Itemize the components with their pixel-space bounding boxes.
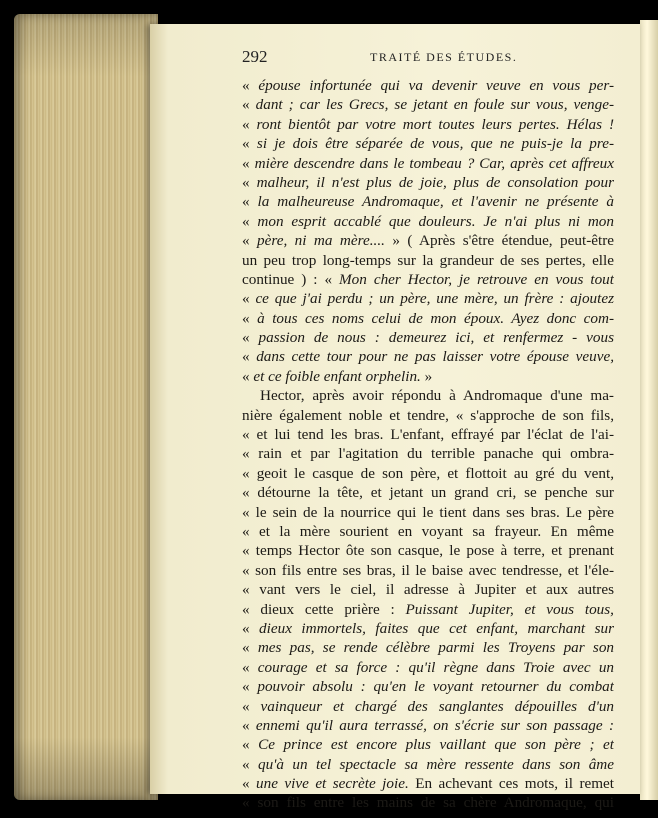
- text-line: [242, 677, 614, 696]
- text-line: [242, 347, 614, 366]
- text-line: [242, 793, 614, 812]
- text-segment: « geoit le casque de son père, et flottoit au gré du vent,: [242, 464, 614, 482]
- italic-text-segment: dans cette tour pour ne pas laisser votre épouse veuve,: [256, 348, 614, 366]
- text-line: [242, 231, 614, 250]
- italic-text-segment: et ce foible enfant orphelin.: [253, 367, 425, 385]
- text-line: [242, 774, 614, 793]
- text-segment: un peu trop long-temps sur la grandeur de ses pertes, elle: [242, 251, 614, 269]
- text-line: [242, 406, 614, 425]
- italic-text-segment: à tous ces noms celui de mon époux. Ayez donc com-: [257, 309, 614, 327]
- text-segment: «: [242, 212, 258, 230]
- italic-text-segment: ce que j'ai perdu ; un père, une mère, un frère : ajoutez: [255, 290, 614, 308]
- italic-text-segment: Ce prince est encore plus vaillant que son père ; et: [258, 736, 614, 754]
- italic-text-segment: ennemi qu'il aura terrassé, on s'écrie sur son passage :: [255, 716, 614, 734]
- italic-text-segment: dieux immortels, faites que cet enfant, marchant sur: [259, 619, 614, 637]
- text-line: [242, 580, 614, 599]
- text-segment: « rain et par l'agitation du terrible panache qui ombra-: [242, 445, 614, 463]
- running-header: [242, 47, 604, 69]
- italic-text-segment: vainqueur et chargé des sanglantes dépouilles d'un: [260, 697, 614, 715]
- text-segment: Hector, après avoir répondu à Andromaque d'une ma-: [260, 387, 614, 405]
- text-line: [242, 251, 614, 270]
- facing-page-edge: [640, 20, 658, 800]
- text-segment: »: [424, 367, 433, 385]
- text-line: [242, 309, 614, 328]
- text-line: [242, 289, 614, 308]
- text-segment: «: [242, 658, 258, 676]
- text-segment: « détourne la tête, et jetant un grand cri, se penche sur: [242, 484, 614, 502]
- text-segment: « dieux cette prière :: [242, 600, 406, 618]
- book-fore-edge: [14, 14, 158, 800]
- text-line: [242, 95, 614, 114]
- text-line: [242, 716, 614, 735]
- italic-text-segment: dant ; car les Grecs, se jetant en foule sur vous, venge-: [255, 96, 614, 114]
- italic-text-segment: pouvoir absolu : qu'en le voyant retourner du combat: [257, 678, 614, 696]
- text-segment: « vant vers le ciel, il adresse à Jupiter et aux autres: [242, 581, 614, 599]
- italic-text-segment: père, ni ma mère....: [257, 232, 393, 250]
- italic-text-segment: courage et sa force : qu'il règne dans Troie avec un: [257, 658, 614, 676]
- text-line: [242, 619, 614, 638]
- text-line: [242, 173, 614, 192]
- text-line: [242, 464, 614, 483]
- text-segment: «: [242, 697, 261, 715]
- text-segment: continue ) : «: [242, 270, 340, 288]
- text-segment: « et la mère sourient en voyant sa frayeur. En même: [242, 522, 614, 540]
- italic-text-segment: Puissant Jupiter, et vous tous,: [405, 600, 614, 618]
- text-line: [242, 270, 614, 289]
- text-segment: «: [242, 96, 256, 114]
- italic-text-segment: qu'à un tel spectacle sa mère ressente dans son âme: [257, 755, 614, 773]
- text-line: [242, 755, 614, 774]
- text-segment: «: [242, 135, 257, 153]
- italic-text-segment: épouse infortunée qui va devenir veuve en vous per-: [258, 77, 614, 94]
- text-segment: «: [242, 639, 258, 657]
- italic-text-segment: malheur, il n'est plus de joie, plus de consolation pour: [256, 173, 614, 191]
- text-line: [242, 561, 614, 580]
- text-line: [242, 386, 614, 405]
- text-line: [242, 735, 614, 754]
- text-segment: «: [242, 716, 256, 734]
- text-segment: «: [242, 309, 258, 327]
- italic-text-segment: une vive et secrète joie.: [256, 775, 416, 793]
- text-line: [242, 503, 614, 522]
- text-line: [242, 444, 614, 463]
- text-line: [242, 367, 614, 386]
- italic-text-segment: la malheureuse Andromaque, et l'avenir ne présente à: [257, 193, 614, 211]
- running-title: TRAITÉ DES ÉTUDES.: [370, 50, 518, 64]
- italic-text-segment: ront bientôt par votre mort toutes leurs pertes. Hélas !: [256, 115, 614, 133]
- text-line: [242, 154, 614, 173]
- text-segment: «: [242, 154, 255, 172]
- text-line: [242, 541, 614, 560]
- page-body-text: [242, 76, 614, 813]
- text-segment: «: [242, 77, 259, 94]
- text-line: [242, 425, 614, 444]
- text-segment: «: [242, 173, 257, 191]
- text-line: [242, 134, 614, 153]
- italic-text-segment: Mon cher Hector, je retrouve en vous tout: [339, 270, 614, 288]
- text-line: [242, 192, 614, 211]
- text-line: [242, 697, 614, 716]
- text-segment: « le sein de la nourrice qui le tient dans ses bras. Le père: [242, 503, 614, 521]
- text-segment: «: [242, 329, 259, 347]
- text-segment: «: [242, 290, 256, 308]
- text-line: [242, 483, 614, 502]
- text-line: [242, 600, 614, 619]
- italic-text-segment: si je dois être séparée de vous, que ne puis-je la pre-: [256, 135, 614, 153]
- text-segment: «: [242, 115, 257, 133]
- text-segment: « et lui tend les bras. L'enfant, effrayé par l'éclat de l'ai-: [242, 426, 614, 444]
- text-segment: «: [242, 619, 260, 637]
- text-segment: «: [242, 736, 259, 754]
- italic-text-segment: mon esprit accablé que douleurs. Je n'ai plus ni mon: [257, 212, 614, 230]
- italic-text-segment: passion de nous : demeurez ici, et renfermez - vous: [258, 329, 614, 347]
- text-segment: «: [242, 678, 258, 696]
- text-segment: « son fils entre ses bras, il le baise avec tendresse, et l'éle-: [242, 561, 614, 579]
- text-line: [242, 658, 614, 677]
- text-segment: «: [242, 348, 257, 366]
- text-segment: En achevant ces mots, il remet: [415, 775, 614, 793]
- text-segment: nière également noble et tendre, « s'approche de son fils,: [242, 406, 614, 424]
- text-line: [242, 76, 614, 95]
- text-segment: « son fils entre les mains de sa chère Andromaque, qui: [242, 794, 614, 812]
- text-line: [242, 328, 614, 347]
- text-line: [242, 638, 614, 657]
- text-segment: «: [242, 193, 258, 211]
- text-segment: «: [242, 755, 258, 773]
- italic-text-segment: mes pas, se rende célèbre parmi les Troyens par son: [257, 639, 614, 657]
- text-line: [242, 522, 614, 541]
- page-number: 292: [242, 47, 268, 66]
- text-segment: «: [242, 367, 254, 385]
- text-line: [242, 212, 614, 231]
- text-line: [242, 115, 614, 134]
- italic-text-segment: mière descendre dans le tombeau ? Car, après cet affreux: [254, 154, 614, 172]
- text-segment: «: [242, 775, 257, 793]
- text-segment: « temps Hector ôte son casque, le pose à terre, et prenant: [242, 542, 614, 560]
- text-segment: » ( Après s'être étendue, peut-être: [392, 232, 614, 250]
- text-segment: «: [242, 232, 258, 250]
